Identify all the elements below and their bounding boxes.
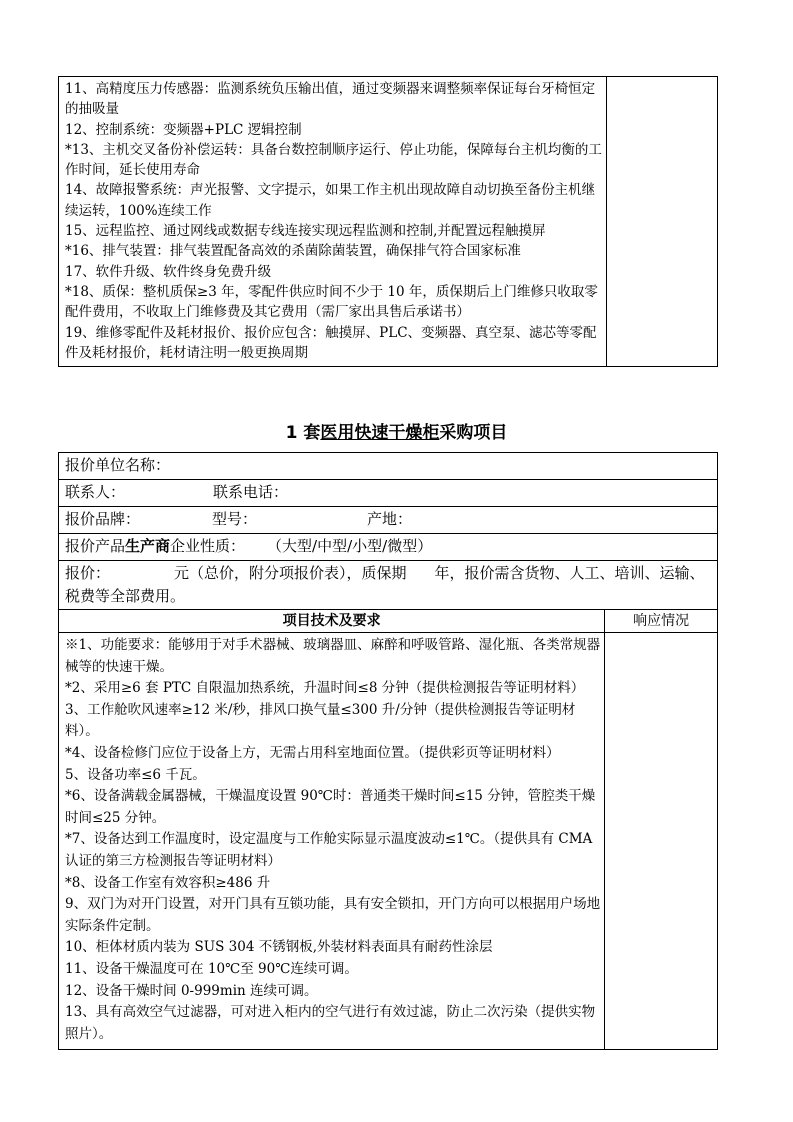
brand-label: 报价品牌：: [65, 510, 141, 528]
spec-item: *18、质保：整机质保≥3 年，零配件供应时间不少于 10 年，质保期后上门维修只收取零配件费用，不收取上门维修费及其它费用（需厂家出具售后承诺书）: [65, 283, 598, 321]
requirement-item: *6、设备满载金属器械，干燥温度设置 90℃时：普通类干燥时间≤15 分钟，管腔类干燥时间≤25 分钟。: [65, 788, 596, 826]
requirement-item: *2、采用≥6 套 PTC 自限温加热系统，升温时间≤8 分钟（提供检测报告等证明材料）: [65, 680, 585, 697]
price-row[interactable]: [59, 561, 718, 610]
nature-bold: 生产商: [125, 537, 171, 555]
requirement-item: 9、双门为对开门设置，对开门具有互锁功能，具有安全锁扣，开门方向可以根据用户场地实际条件定制。: [65, 896, 601, 934]
continued-spec-table: [58, 76, 718, 367]
requirements-header: 项目技术及要求: [59, 610, 605, 633]
response-header: 响应情况: [605, 610, 718, 633]
requirement-item: *4、设备检修门应位于设备上方，无需占用科室地面位置。（提供彩页等证明材料）: [65, 744, 560, 761]
quote-unit-label: 报价单位名称：: [65, 456, 171, 474]
price-label: 报价：: [65, 564, 111, 582]
requirement-item: 3、工作舱吹风速率≥12 米/秒，排风口换气量≤300 升/分钟（提供检测报告等证明材料）。: [65, 701, 576, 740]
requirement-item: *7、设备达到工作温度时，设定温度与工作舱实际显示温度波动≤1℃。（提供具有 CMA 认证的第三方检测报告等证明材料）: [65, 831, 593, 869]
contact-label: 联系人：: [65, 483, 126, 501]
title-product-name: 医用快速干燥柜: [320, 423, 440, 443]
spec-item: 15、远程监控、通过网线或数据专线连接实现远程监测和控制,并配置远程触摸屏: [65, 223, 546, 240]
requirement-item: 5、设备功率≤6 千瓦。: [65, 766, 206, 783]
spec-item: *16、排气装置：排气装置配备高效的杀菌除菌装置，确保排气符合国家标准: [65, 243, 521, 260]
requirement-item: 11、设备干燥温度可在 10℃至 90℃连续可调。: [65, 960, 358, 977]
nature-suffix: 企业性质：: [170, 537, 246, 555]
quote-form-table: [58, 452, 718, 1050]
spec-item: 17、软件升级、软件终身免费升级: [65, 263, 272, 280]
requirement-item: *8、设备工作室有效容积≥486 升: [65, 874, 271, 891]
nature-options: （大型/中型/小型/微型）: [267, 537, 433, 555]
brand-row[interactable]: [59, 507, 718, 534]
model-label: 型号：: [212, 510, 258, 528]
continued-response-cell[interactable]: [606, 77, 717, 367]
response-cell[interactable]: [605, 633, 718, 1050]
title-suffix: 采购项目: [439, 423, 508, 443]
requirement-item: 13、具有高效空气过滤器，可对进入柜内的空气进行有效过滤，防止二次污染（提供实物照片）。: [65, 1004, 596, 1042]
continued-requirements-cell: [59, 77, 607, 367]
spec-item: *13、主机交叉备份补偿运转：具备台数控制顺序运行、停止功能，保障每台主机均衡的工作时间，延长使用寿命: [65, 141, 602, 179]
spec-item: 12、控制系统：变频器+PLC 逻辑控制: [65, 121, 302, 138]
price-year: 年，报价需含货物、人工、培训、运输、税费等全部费用。: [65, 564, 705, 605]
phone-label: 联系电话：: [213, 483, 289, 501]
nature-prefix: 报价产品: [65, 537, 126, 555]
contact-row[interactable]: [59, 480, 718, 507]
quote-unit-row[interactable]: [59, 453, 718, 480]
price-unit: 元（总价，附分项报价表），质保期: [174, 564, 407, 582]
requirement-item: ※1、功能要求：能够用于对手术器械、玻璃器皿、麻醉和呼吸管路、湿化瓶、各类常规器械等的快速干燥。: [65, 637, 601, 675]
title-prefix: 1 套: [285, 423, 321, 443]
requirements-cell: [59, 633, 605, 1050]
origin-label: 产地：: [367, 510, 413, 528]
spec-item: 11、高精度压力传感器：监测系统负压输出值，通过变频器来调整频率保证每台牙椅恒定的抽吸量: [65, 81, 596, 118]
spec-item: 14、故障报警系统：声光报警、文字提示，如果工作主机出现故障自动切换至备份主机继续运转，100%连续工作: [65, 182, 596, 219]
spec-item: 19、维修零配件及耗材报价、报价应包含：触摸屏、PLC、变频器、真空泵、滤芯等零配件及耗材报价，耗材请注明一般更换周期: [65, 324, 597, 361]
section-title: [0, 420, 793, 446]
requirement-item: 12、设备干燥时间 0-999min 连续可调。: [65, 982, 318, 999]
enterprise-nature-row[interactable]: [59, 534, 718, 561]
requirement-item: 10、柜体材质内装为 SUS 304 不锈钢板,外装材料表面具有耐药性涂层: [65, 939, 493, 956]
